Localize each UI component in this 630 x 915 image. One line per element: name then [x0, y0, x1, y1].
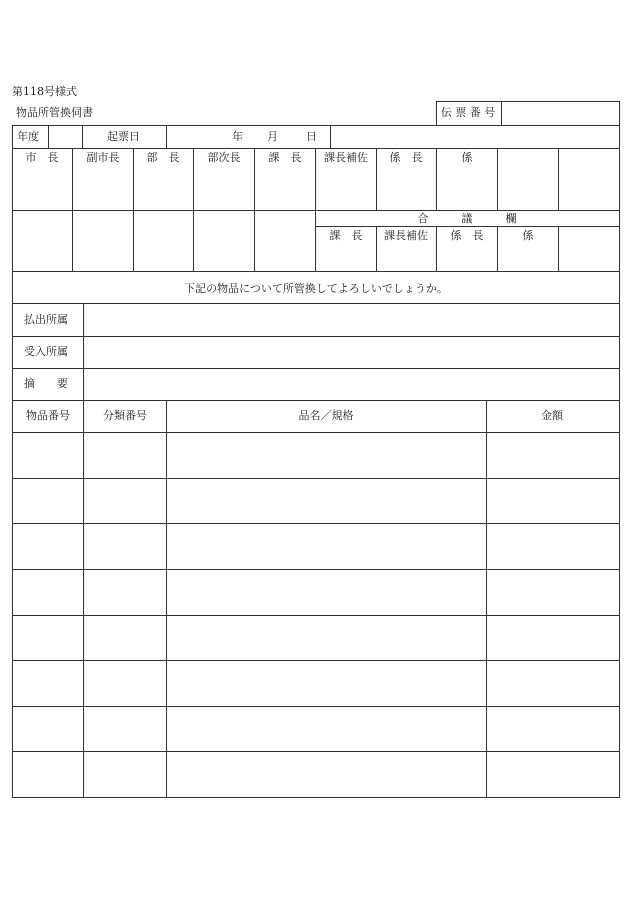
slip-number-field[interactable] [502, 102, 619, 125]
items-header-amount: 金額 [541, 409, 563, 422]
table-border-vertical [436, 101, 437, 125]
consultation-header-staff: 係 [522, 229, 534, 242]
slip-number-label: 伝 票 番 号 [440, 106, 496, 119]
summary-field[interactable] [84, 369, 619, 400]
approval-header-staff: 係 [461, 151, 473, 164]
table-row[interactable] [13, 616, 619, 660]
table-border-vertical [376, 148, 377, 210]
consultation-header-subsection-chief: 係 長 [450, 229, 484, 242]
receiving-dept-field[interactable] [84, 337, 619, 368]
approval-header-deputy-director: 部次長 [207, 151, 241, 164]
table-row[interactable] [13, 479, 619, 523]
table-border-horizontal [12, 148, 620, 149]
table-border-vertical [82, 125, 83, 148]
disbursing-dept-field[interactable] [84, 304, 619, 336]
summary-label: 摘 要 [24, 377, 68, 390]
table-border-vertical [376, 226, 377, 271]
consultation-header-assistant-chief: 課長補佐 [384, 229, 428, 242]
consultation-header-section-chief: 課 長 [329, 229, 363, 242]
table-row[interactable] [13, 524, 619, 569]
approval-header-subsection-chief: 係 長 [389, 151, 423, 164]
table-border-horizontal [12, 400, 620, 401]
items-header-item-number: 物品番号 [26, 409, 70, 422]
table-border-vertical [497, 226, 498, 271]
table-border-vertical [436, 226, 437, 271]
items-header-classification-number: 分類番号 [103, 409, 147, 422]
table-row[interactable] [13, 433, 619, 478]
table-border-vertical [619, 101, 620, 798]
request-text: 下記の物品について所管換してよろしいでしょうか。 [184, 282, 448, 295]
consultation-label: 合 議 欄 [417, 212, 517, 225]
table-border-horizontal [315, 226, 620, 227]
table-border-horizontal [12, 271, 620, 272]
issue-date-field[interactable] [167, 126, 330, 148]
date-day: 日 [306, 130, 317, 143]
table-row[interactable] [13, 570, 619, 615]
table-border-vertical [558, 226, 559, 271]
table-border-vertical [330, 125, 331, 148]
date-month: 月 [267, 130, 278, 143]
approval-header-section-chief: 課 長 [268, 151, 302, 164]
items-header-item-name-spec: 品名／規格 [298, 409, 354, 422]
table-border-horizontal [12, 797, 620, 798]
table-row[interactable] [13, 661, 619, 706]
table-row[interactable] [13, 752, 619, 797]
approval-header-assistant-chief: 課長補佐 [324, 151, 368, 164]
table-border-vertical [436, 148, 437, 210]
fiscal-year-label: 年度 [17, 130, 39, 143]
date-year: 年 [232, 130, 243, 143]
form-title: 物品所管換伺書 [16, 106, 93, 119]
issue-date-label: 起票日 [107, 130, 140, 143]
disbursing-dept-label: 払出所属 [24, 313, 68, 326]
approval-header-deputy-mayor: 副市長 [86, 151, 120, 164]
approval-header-mayor: 市 長 [25, 151, 59, 164]
form-number: 第118号様式 [12, 85, 77, 98]
approval-header-director: 部 長 [146, 151, 180, 164]
table-row[interactable] [13, 707, 619, 751]
receiving-dept-label: 受入所属 [24, 345, 68, 358]
table-border-horizontal [12, 210, 620, 211]
table-border-vertical [558, 148, 559, 210]
fiscal-year-field[interactable] [49, 126, 82, 148]
table-border-vertical [497, 148, 498, 210]
